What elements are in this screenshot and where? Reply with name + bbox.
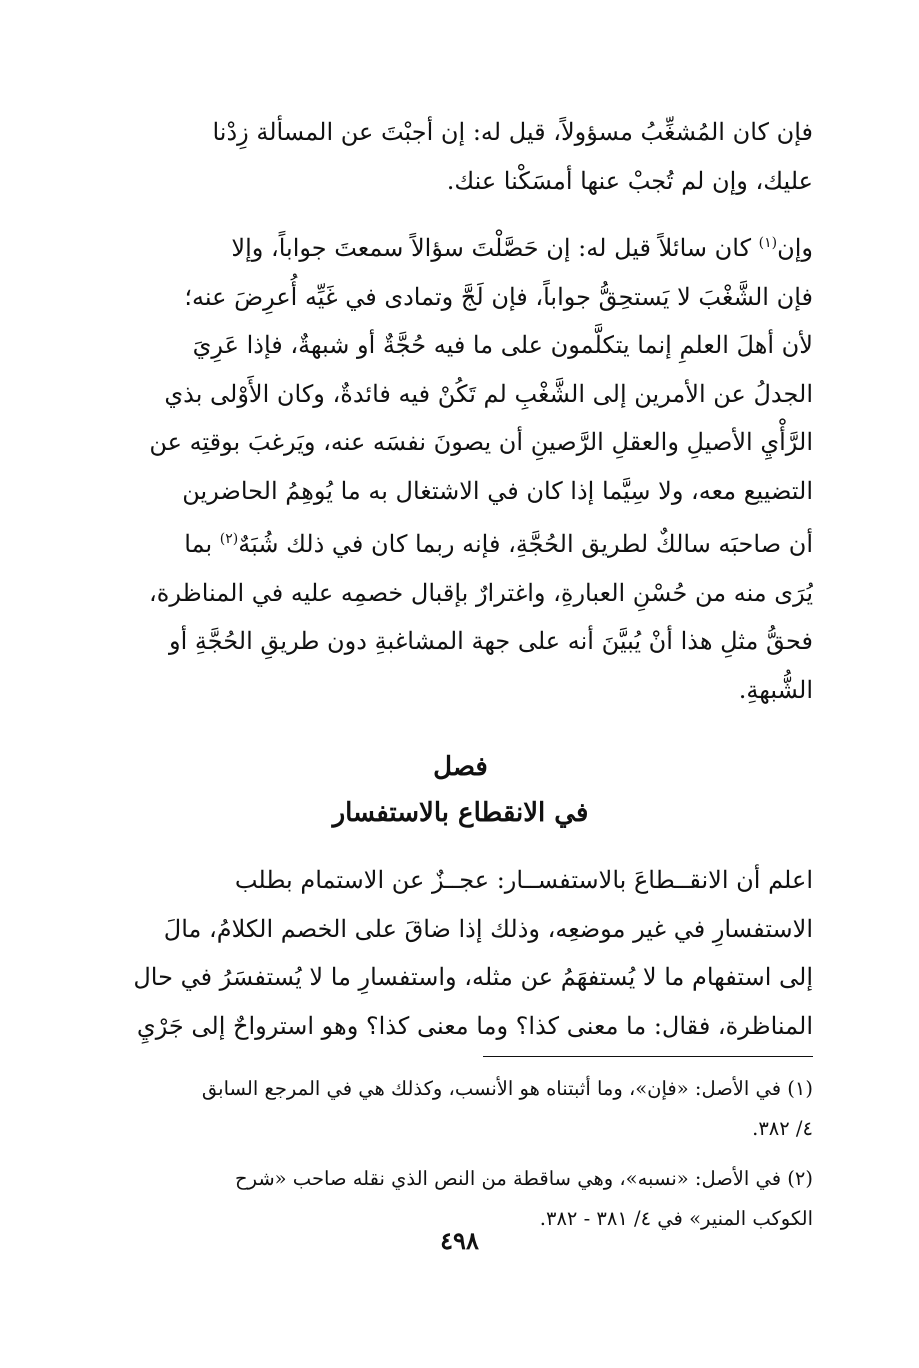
text-line: الاستفسارِ في غير موضعِه، وذلك إذا ضاقَ على الخصم الكلامُ، مالَ [163,914,813,943]
footnote-ref-2: (٢) [219,531,239,547]
text-line: اعلم أن الانقــطاعَ بالاستفســار: عجــزٌ عن الاستمام بطلب [234,866,813,894]
text-line: فإن الشَّغْبَ لا يَستحِقُّ جواباً، فإن لَجَّ وتمادى في غَيِّه أُعرِضَ عنه؛ [184,282,813,311]
paragraph-3 [108,856,813,1050]
line-text: كان سائلاً قيل له: إن حَصَّلْتَ سؤالاً سمعتَ جواباً، وإلا [231,234,759,262]
section-subtitle: في الانقطاع بالاستفسار [332,798,589,828]
text-line: يُرَى منه من حُسْنِ العبارةِ، واغترارٌ بإقبال خصمِه عليه في المناظرة، [149,578,813,607]
book-page [108,108,813,1249]
footnote-1 [108,1069,813,1149]
footnote-line: (٢) في الأصل: «نسبه»، وهي ساقطة من النص الذي نقله صاحب «شرح [234,1167,813,1190]
text-line: فحقُّ مثلِ هذا أنْ يُبيَّنَ أنه على جهة المشاغبةِ دون طريقِ الحُجَّةِ أو [169,627,813,655]
text-line: إلى استفهام ما لا يُستفهَمُ عن مثله، واستفسارِ ما لا يُستفسَرُ في حال [133,963,813,991]
footnote-ref-1: (١) [758,235,778,251]
text-line: الجدلُ عن الأمرين إلى الشَّغْبِ لم تَكُنْ فيه فائدةٌ، وكان الأَوْلى بذي [164,379,813,408]
paragraph-1 [108,108,813,205]
text-line: لأن أهلَ العلمِ إنما يتكلَّمون على ما فيه حُجَّةٌ أو شبهةٌ، فإذا عَرِيَ [192,331,813,359]
line-tail: بما [184,530,220,558]
paragraph-2 [108,219,813,714]
paragraph-lead: وإن [777,234,813,262]
text-line [108,219,813,273]
text-line: عليك، وإن لم تُجبْ عنها أمسَكْنا عنك. [446,166,813,195]
text-line: المناظرة، فقال: ما معنى كذا؟ وما معنى كذا؟ وهو استرواحٌ إلى جَرْيِ [136,1011,813,1040]
footnote-line: (١) في الأصل: «فإن»، وما أثبتناه هو الأنسب، وكذلك هي في المرجع السابق [201,1077,813,1100]
text-line: الرَّأْيِ الأصيلِ والعقلِ الرَّصينِ أن يصونَ نفسَه عنه، ويَرغبَ بوقتِه عن [149,428,813,456]
footnote-line: الكوكب المنير» في ٤/ ٣٨١ - ٣٨٢. [539,1207,813,1230]
footnote-line: ٤/ ٣٨٢. [752,1117,813,1140]
text-line [108,515,813,569]
text-line: التضييع معه، ولا سِيَّما إذا كان في الاشتغال به ما يُوهِمُ الحاضرين [182,476,813,505]
text-line: فإن كان المُشغِّبُ مسؤولاً، قيل له: إن أجبْتَ عن المسألة زِدْنا [212,118,813,146]
section-title: فصل [433,752,488,782]
line-text: أن صاحبَه سالكٌ لطريق الحُجَّةِ، فإنه ربما كان في ذلك شُبَهٌ [238,530,813,558]
footnote-divider [483,1056,813,1057]
page-number: ٤٩٨ [440,1226,479,1255]
text-line: الشُّبهةِ. [738,675,813,704]
